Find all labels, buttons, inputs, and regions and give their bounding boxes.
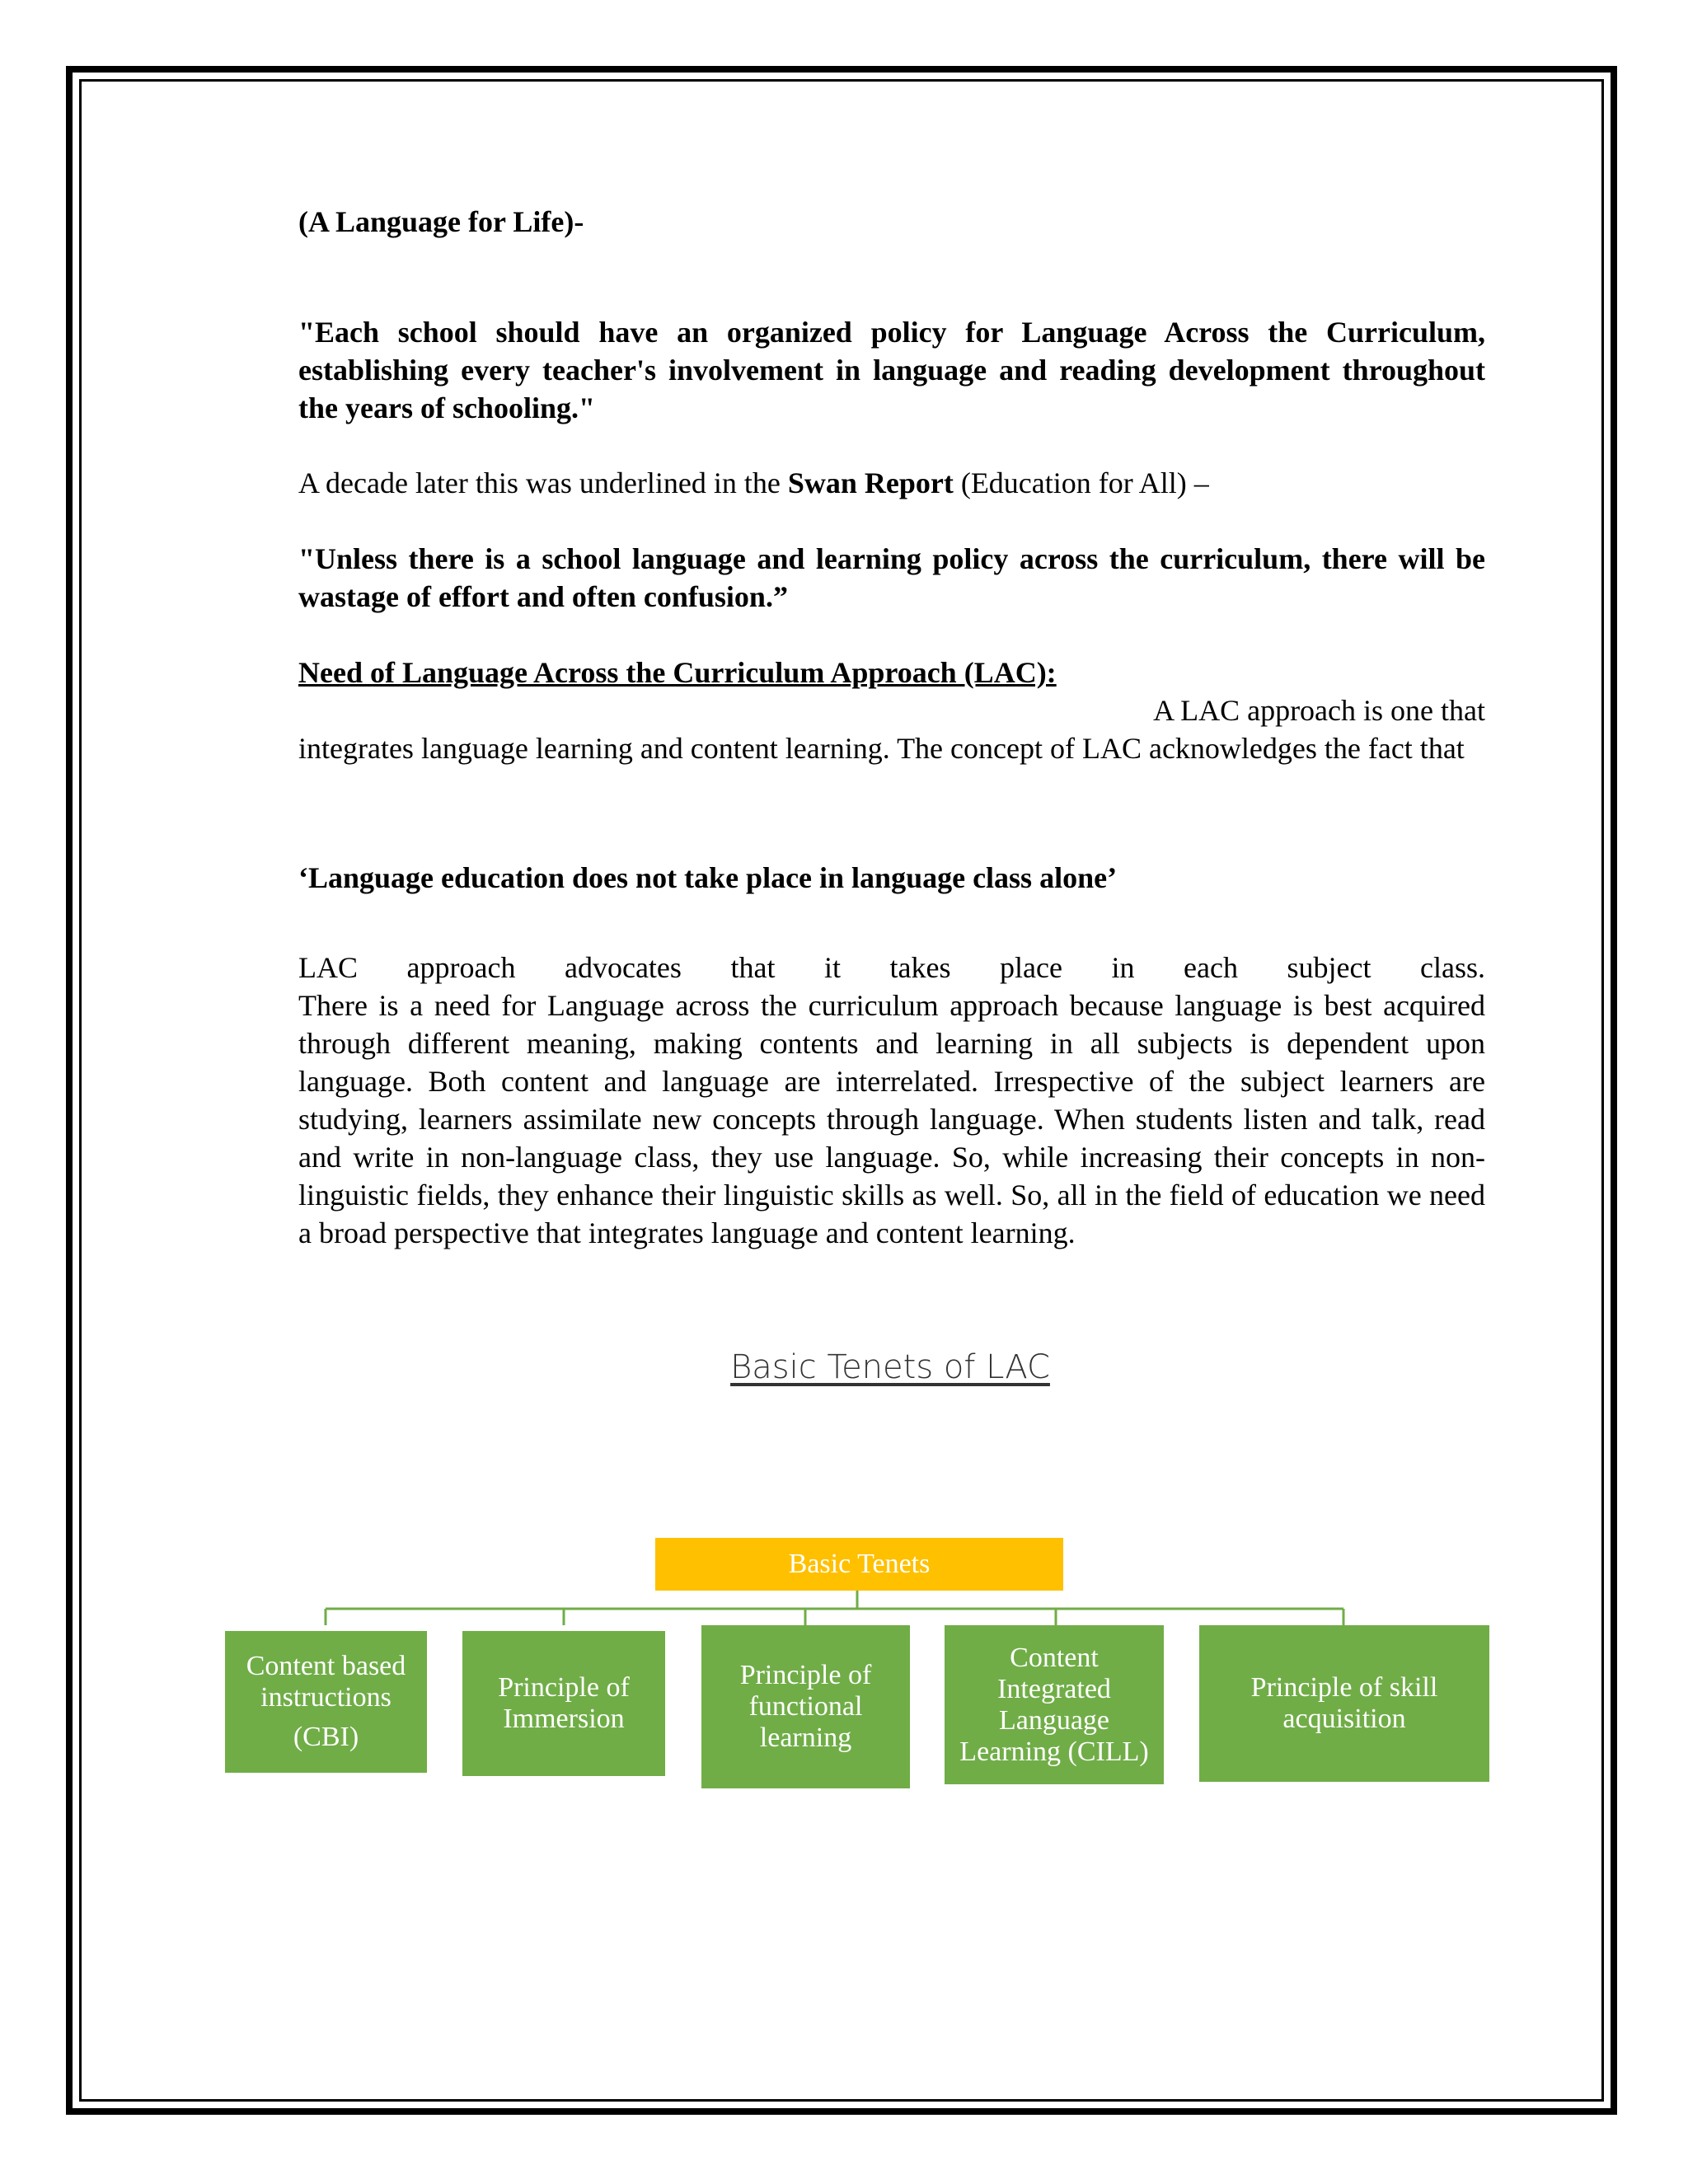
diagram-title: Basic Tenets of LAC bbox=[730, 1348, 1050, 1386]
node-principle-of-skill-acquisition bbox=[1199, 1625, 1489, 1782]
root-node-label: Basic Tenets bbox=[788, 1549, 931, 1579]
node-label: Principle of skill acquisition bbox=[1250, 1672, 1438, 1734]
node-principle-of-functional-learning bbox=[701, 1625, 910, 1788]
node-label: Content based instructions bbox=[246, 1651, 406, 1713]
swan-text-after: (Education for All) – bbox=[953, 466, 1209, 499]
swan-text-before: A decade later this was underlined in the bbox=[298, 466, 788, 499]
node-label: Principle of functional learning bbox=[739, 1660, 872, 1753]
node-content-based-instructions bbox=[225, 1631, 427, 1773]
node-label-abbrev: (CBI) bbox=[293, 1722, 359, 1752]
quote-paragraph-1: "Each school should have an organized policy for Language Across the Curriculum, establishing every teacher's involvement in language and reading development throughout the years of schooling." bbox=[298, 316, 1485, 424]
node-label: Principle of Immersion bbox=[498, 1672, 630, 1734]
swan-report-name: Swan Report bbox=[787, 466, 954, 499]
language-education-quote: ‘Language education does not take place in language class alone’ bbox=[298, 861, 1118, 894]
lac-need-heading: Need of Language Across the Curriculum Approach (LAC): bbox=[298, 656, 1057, 689]
lac-paragraph-rest: integrates language learning and content learning. The concept of LAC acknowledges the fact that bbox=[298, 732, 1465, 765]
lac-paragraph-line1: A LAC approach is one that bbox=[1153, 694, 1485, 727]
root-node-basic-tenets bbox=[655, 1538, 1063, 1591]
node-content-integrated-language-learning bbox=[945, 1625, 1164, 1784]
section-title: (A Language for Life)- bbox=[298, 205, 584, 238]
node-label: Content Integrated Language Learning (CILL) bbox=[959, 1642, 1149, 1767]
advocates-line1: LAC approach advocates that it takes place in each subject class. bbox=[298, 951, 1485, 984]
advocates-paragraph: There is a need for Language across the curriculum approach because language is best acquired through different meaning, making contents and learning in all subjects is dependent upon language. Both content and language are interrelated. Irrespective of the subject learners are studying, learners assimilate new concepts through language. When students listen and talk, read and write in non-language class, they use language. So, while increasing their concepts in non-linguistic fields, they enhance their linguistic skills as well. So, all in the field of education we need a broad perspective that integrates language and content learning. bbox=[298, 989, 1485, 1249]
quote-paragraph-2: "Unless there is a school language and learning policy across the curriculum, there will be wastage of effort and often confusion.” bbox=[298, 542, 1485, 613]
node-principle-of-immersion bbox=[462, 1631, 665, 1776]
